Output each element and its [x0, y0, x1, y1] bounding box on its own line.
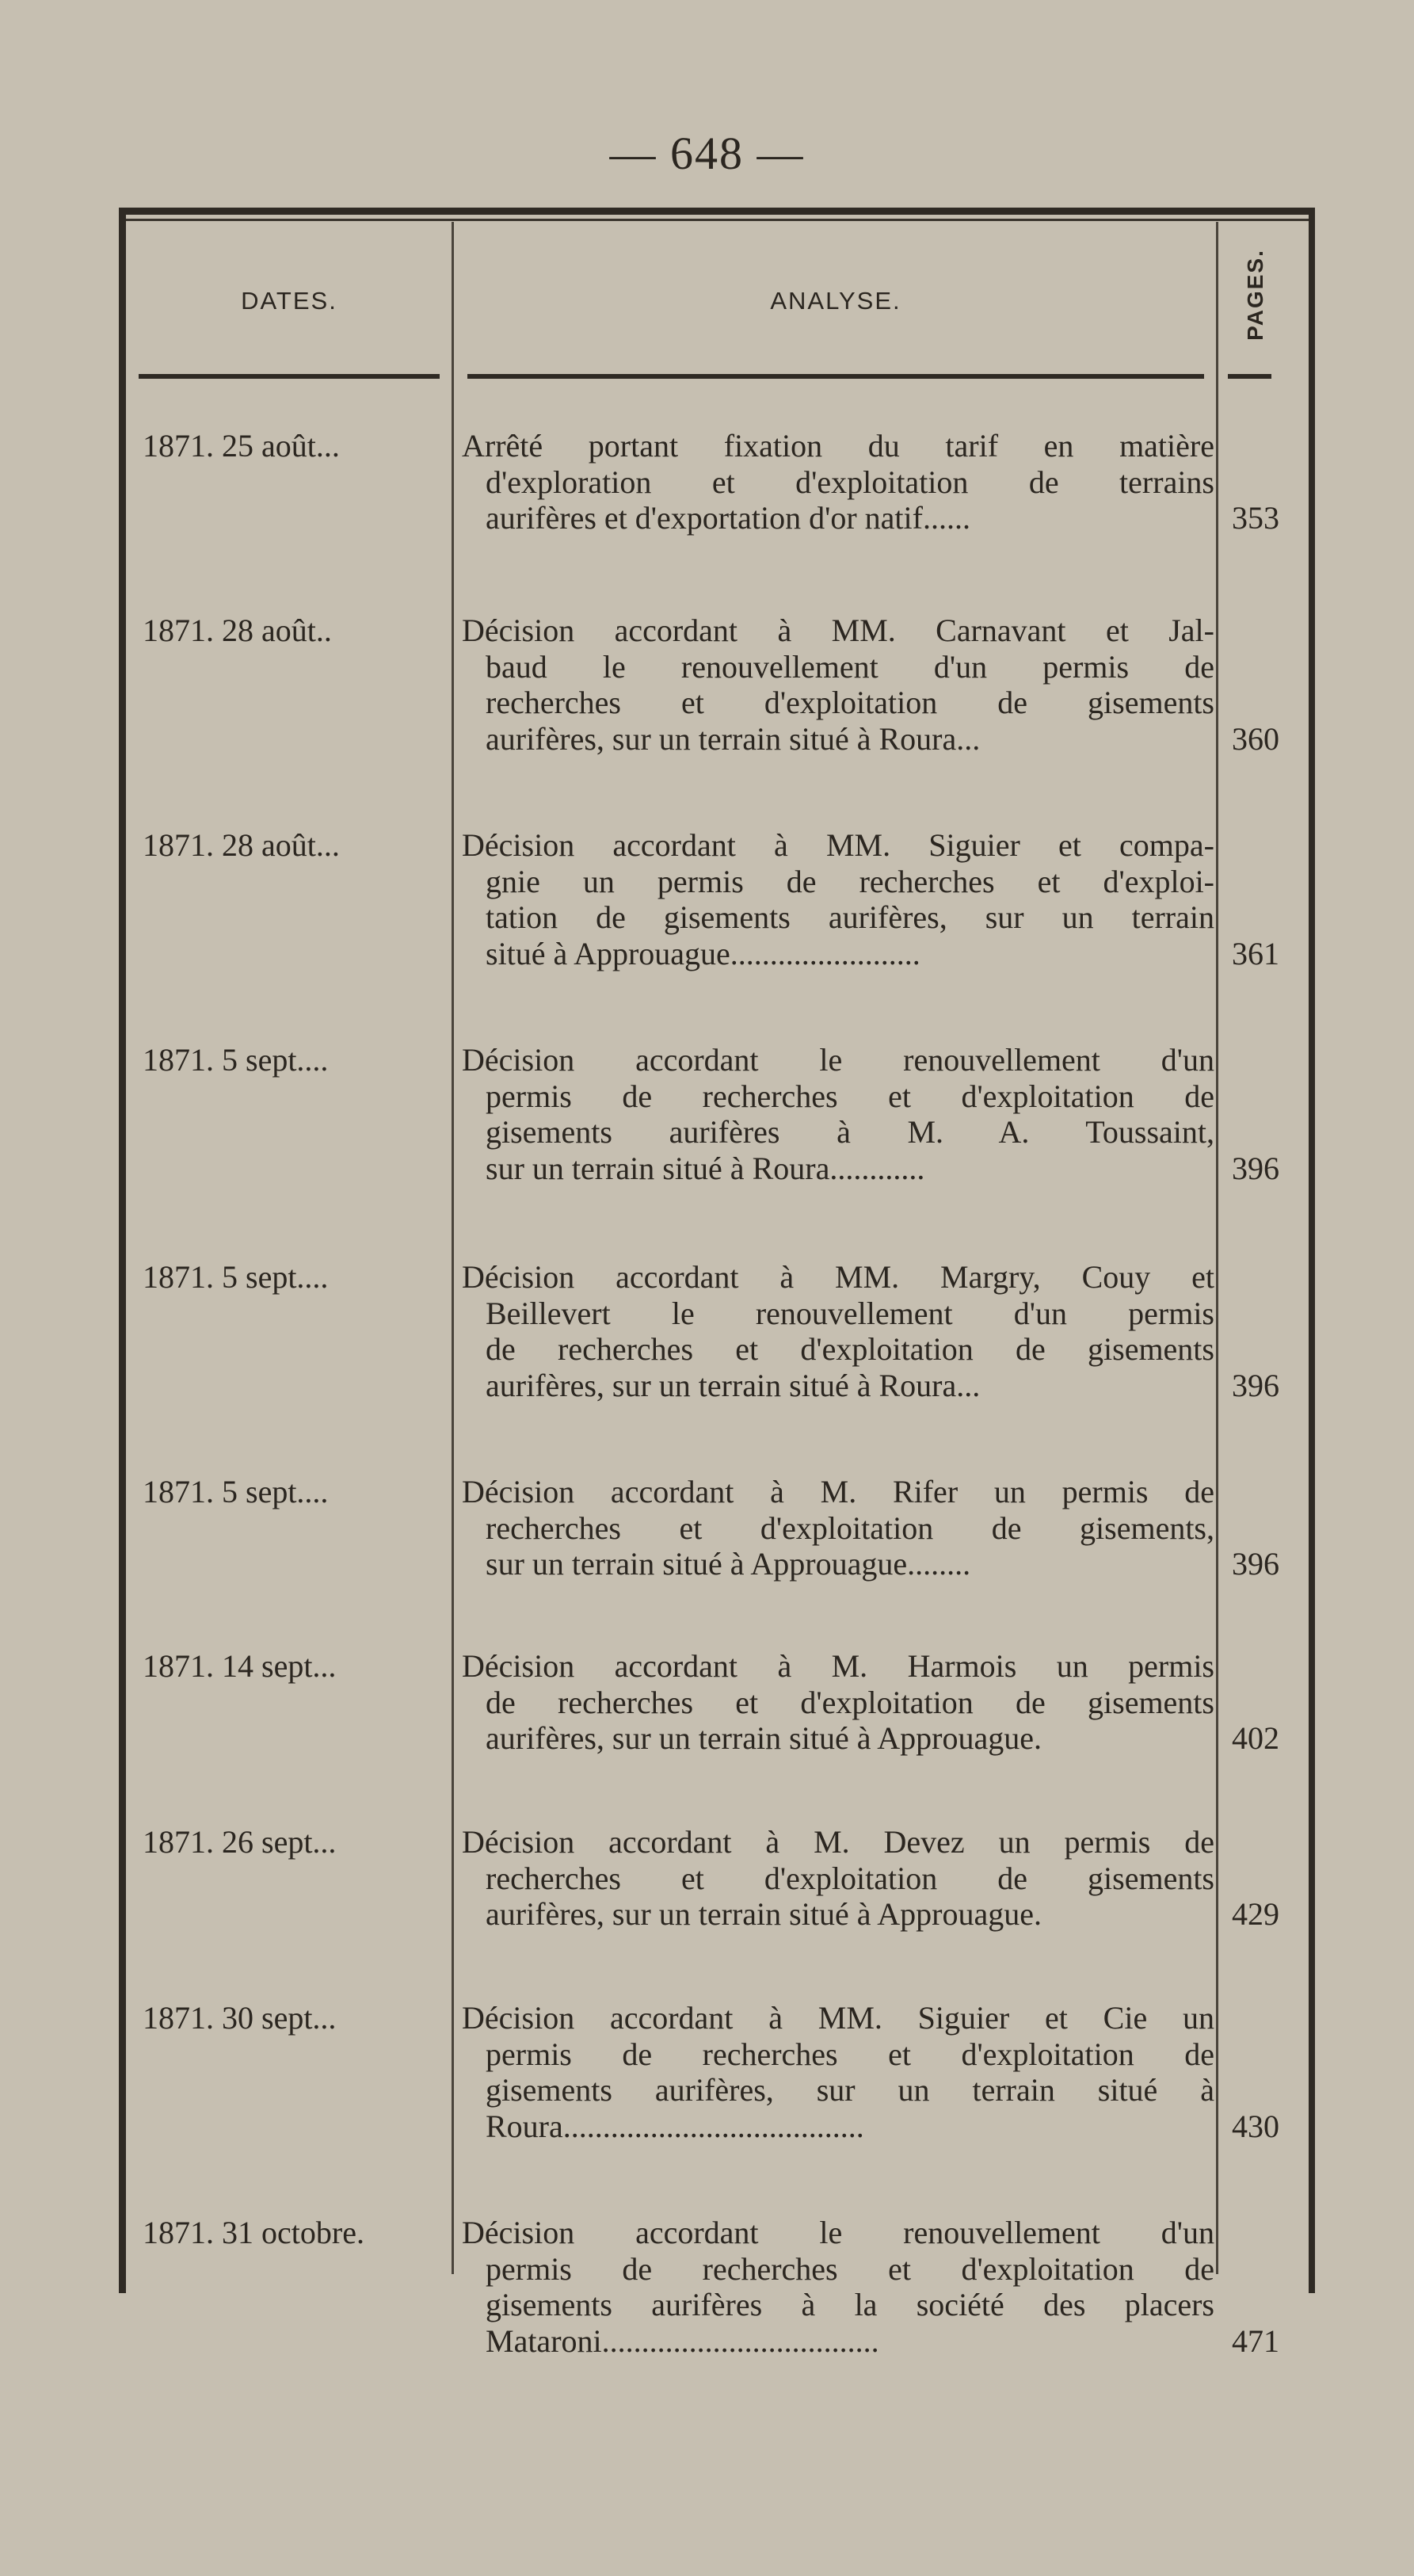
entry-analyse-line: Arrêté portant fixation du tarif en matière: [462, 428, 1214, 464]
entry-analyse-line: Décision accordant le renouvellement d'un: [462, 2215, 1214, 2250]
entry-analyse-line: sur un terrain situé à Roura............: [486, 1150, 925, 1186]
entry-date: 1871. 28 août...: [143, 827, 340, 863]
entry-page: 353: [1232, 500, 1279, 536]
entry-analyse: [462, 1474, 1214, 1582]
entry-analyse-line: Beillevert le renouvellement d'un permis: [486, 1295, 1214, 1331]
entry-date: 1871. 5 sept....: [143, 1259, 329, 1295]
entry-page: 471: [1232, 2322, 1279, 2359]
entry-analyse-line: aurifères, sur un terrain situé à Approuague.: [486, 1896, 1042, 1932]
page-number: — 648 —: [609, 128, 805, 179]
entry-date: 1871. 26 sept...: [143, 1824, 337, 1860]
table-top-rule: [119, 208, 1315, 215]
entry-analyse-line: Décision accordant le renouvellement d'un: [462, 1042, 1214, 1078]
entry-analyse-line: gisements aurifères à la société des placers: [486, 2287, 1214, 2322]
entry-date: 1871. 25 août...: [143, 428, 340, 464]
entry-analyse-line: Roura......................................: [486, 2108, 864, 2144]
entry-analyse-line: gisements aurifères à M. A. Toussaint,: [486, 1114, 1214, 1150]
entry-page: 402: [1232, 1720, 1279, 1756]
header-rule-analyse: [467, 374, 1204, 379]
index-table: [119, 208, 1315, 2359]
header-rule-pages: [1228, 374, 1271, 379]
entry-date: 1871. 28 août..: [143, 613, 332, 648]
entry-analyse-line: tation de gisements aurifères, sur un terrain: [486, 899, 1214, 935]
entry-page: 396: [1232, 1546, 1279, 1582]
entry-analyse-line: de recherches et d'exploitation de gisements: [486, 1331, 1214, 1367]
entry-page: 360: [1232, 720, 1279, 757]
entry-analyse-line: Décision accordant à MM. Carnavant et Jal-: [462, 613, 1214, 648]
header-dates: DATES.: [241, 287, 337, 315]
entry-analyse-line: d'exploration et d'exploitation de terrains: [486, 464, 1214, 500]
entry-analyse-line: de recherches et d'exploitation de gisements: [486, 1684, 1214, 1720]
entry-date: 1871. 31 octobre.: [143, 2215, 364, 2250]
entry-analyse: [462, 428, 1214, 536]
entry-analyse-line: recherches et d'exploitation de gisements,: [486, 1509, 1214, 1546]
entry-date: 1871. 14 sept...: [143, 1648, 337, 1684]
entry-analyse-line: Décision accordant à M. Harmois un permis: [462, 1648, 1214, 1684]
header-analyse: ANALYSE.: [770, 287, 901, 315]
entry-analyse-line: aurifères, sur un terrain situé à Roura...: [486, 1367, 981, 1403]
entry-analyse-line: gnie un permis de recherches et d'exploi-: [486, 863, 1214, 899]
entry-analyse-line: permis de recherches et d'exploitation de: [486, 1078, 1214, 1114]
entry-analyse-line: aurifères, sur un terrain situé à Roura...: [486, 720, 981, 757]
entry-analyse: [462, 1042, 1214, 1186]
entry-analyse-line: aurifères, sur un terrain situé à Approuague.: [486, 1720, 1042, 1756]
entry-page: 430: [1232, 2108, 1279, 2144]
column-separator-pages: [1216, 222, 1218, 2274]
entry-analyse: [462, 2215, 1214, 2359]
entry-analyse: [462, 2000, 1214, 2144]
entry-page: 396: [1232, 1150, 1279, 1186]
header-rule-dates: [139, 374, 440, 379]
table-left-rule: [119, 208, 126, 2293]
column-separator-dates: [452, 222, 454, 2274]
entry-analyse: [462, 1824, 1214, 1933]
entry-analyse-line: Décision accordant à M. Devez un permis de: [462, 1824, 1214, 1860]
entry-analyse-line: Mataroni...................................: [486, 2322, 879, 2359]
entry-analyse-line: Décision accordant à MM. Siguier et compa-: [462, 827, 1214, 863]
entry-date: 1871. 30 sept...: [143, 2000, 337, 2036]
entry-analyse-line: baud le renouvellement d'un permis de: [486, 648, 1214, 685]
entry-analyse-line: Décision accordant à MM. Siguier et Cie un: [462, 2000, 1214, 2036]
entry-analyse: [462, 1648, 1214, 1757]
entry-analyse-line: recherches et d'exploitation de gisements: [486, 1860, 1214, 1896]
entry-analyse-line: recherches et d'exploitation de gisements: [486, 685, 1214, 720]
entry-analyse-line: sur un terrain situé à Approuague........: [486, 1546, 971, 1582]
entry-date: 1871. 5 sept....: [143, 1474, 329, 1509]
table-right-rule: [1309, 208, 1315, 2293]
entry-analyse-line: Décision accordant à M. Rifer un permis de: [462, 1474, 1214, 1509]
entry-analyse-line: situé à Approuague........................: [486, 935, 920, 971]
entry-page: 429: [1232, 1896, 1279, 1932]
entry-analyse: [462, 827, 1214, 971]
entry-analyse-line: permis de recherches et d'exploitation de: [486, 2250, 1214, 2287]
entry-analyse-line: aurifères et d'exportation d'or natif......: [486, 500, 970, 536]
entry-page: 396: [1232, 1367, 1279, 1403]
entry-analyse-line: Décision accordant à MM. Margry, Couy et: [462, 1259, 1214, 1295]
entry-analyse: [462, 613, 1214, 757]
entry-date: 1871. 5 sept....: [143, 1042, 329, 1078]
entry-page: 361: [1232, 935, 1279, 971]
header-pages: [1232, 231, 1279, 358]
table-top-rule-thin: [119, 219, 1315, 221]
header-pages-label: PAGES.: [1243, 249, 1267, 341]
entry-analyse: [462, 1259, 1214, 1403]
entry-analyse-line: gisements aurifères, sur un terrain situé à: [486, 2072, 1214, 2108]
entry-analyse-line: permis de recherches et d'exploitation de: [486, 2036, 1214, 2072]
